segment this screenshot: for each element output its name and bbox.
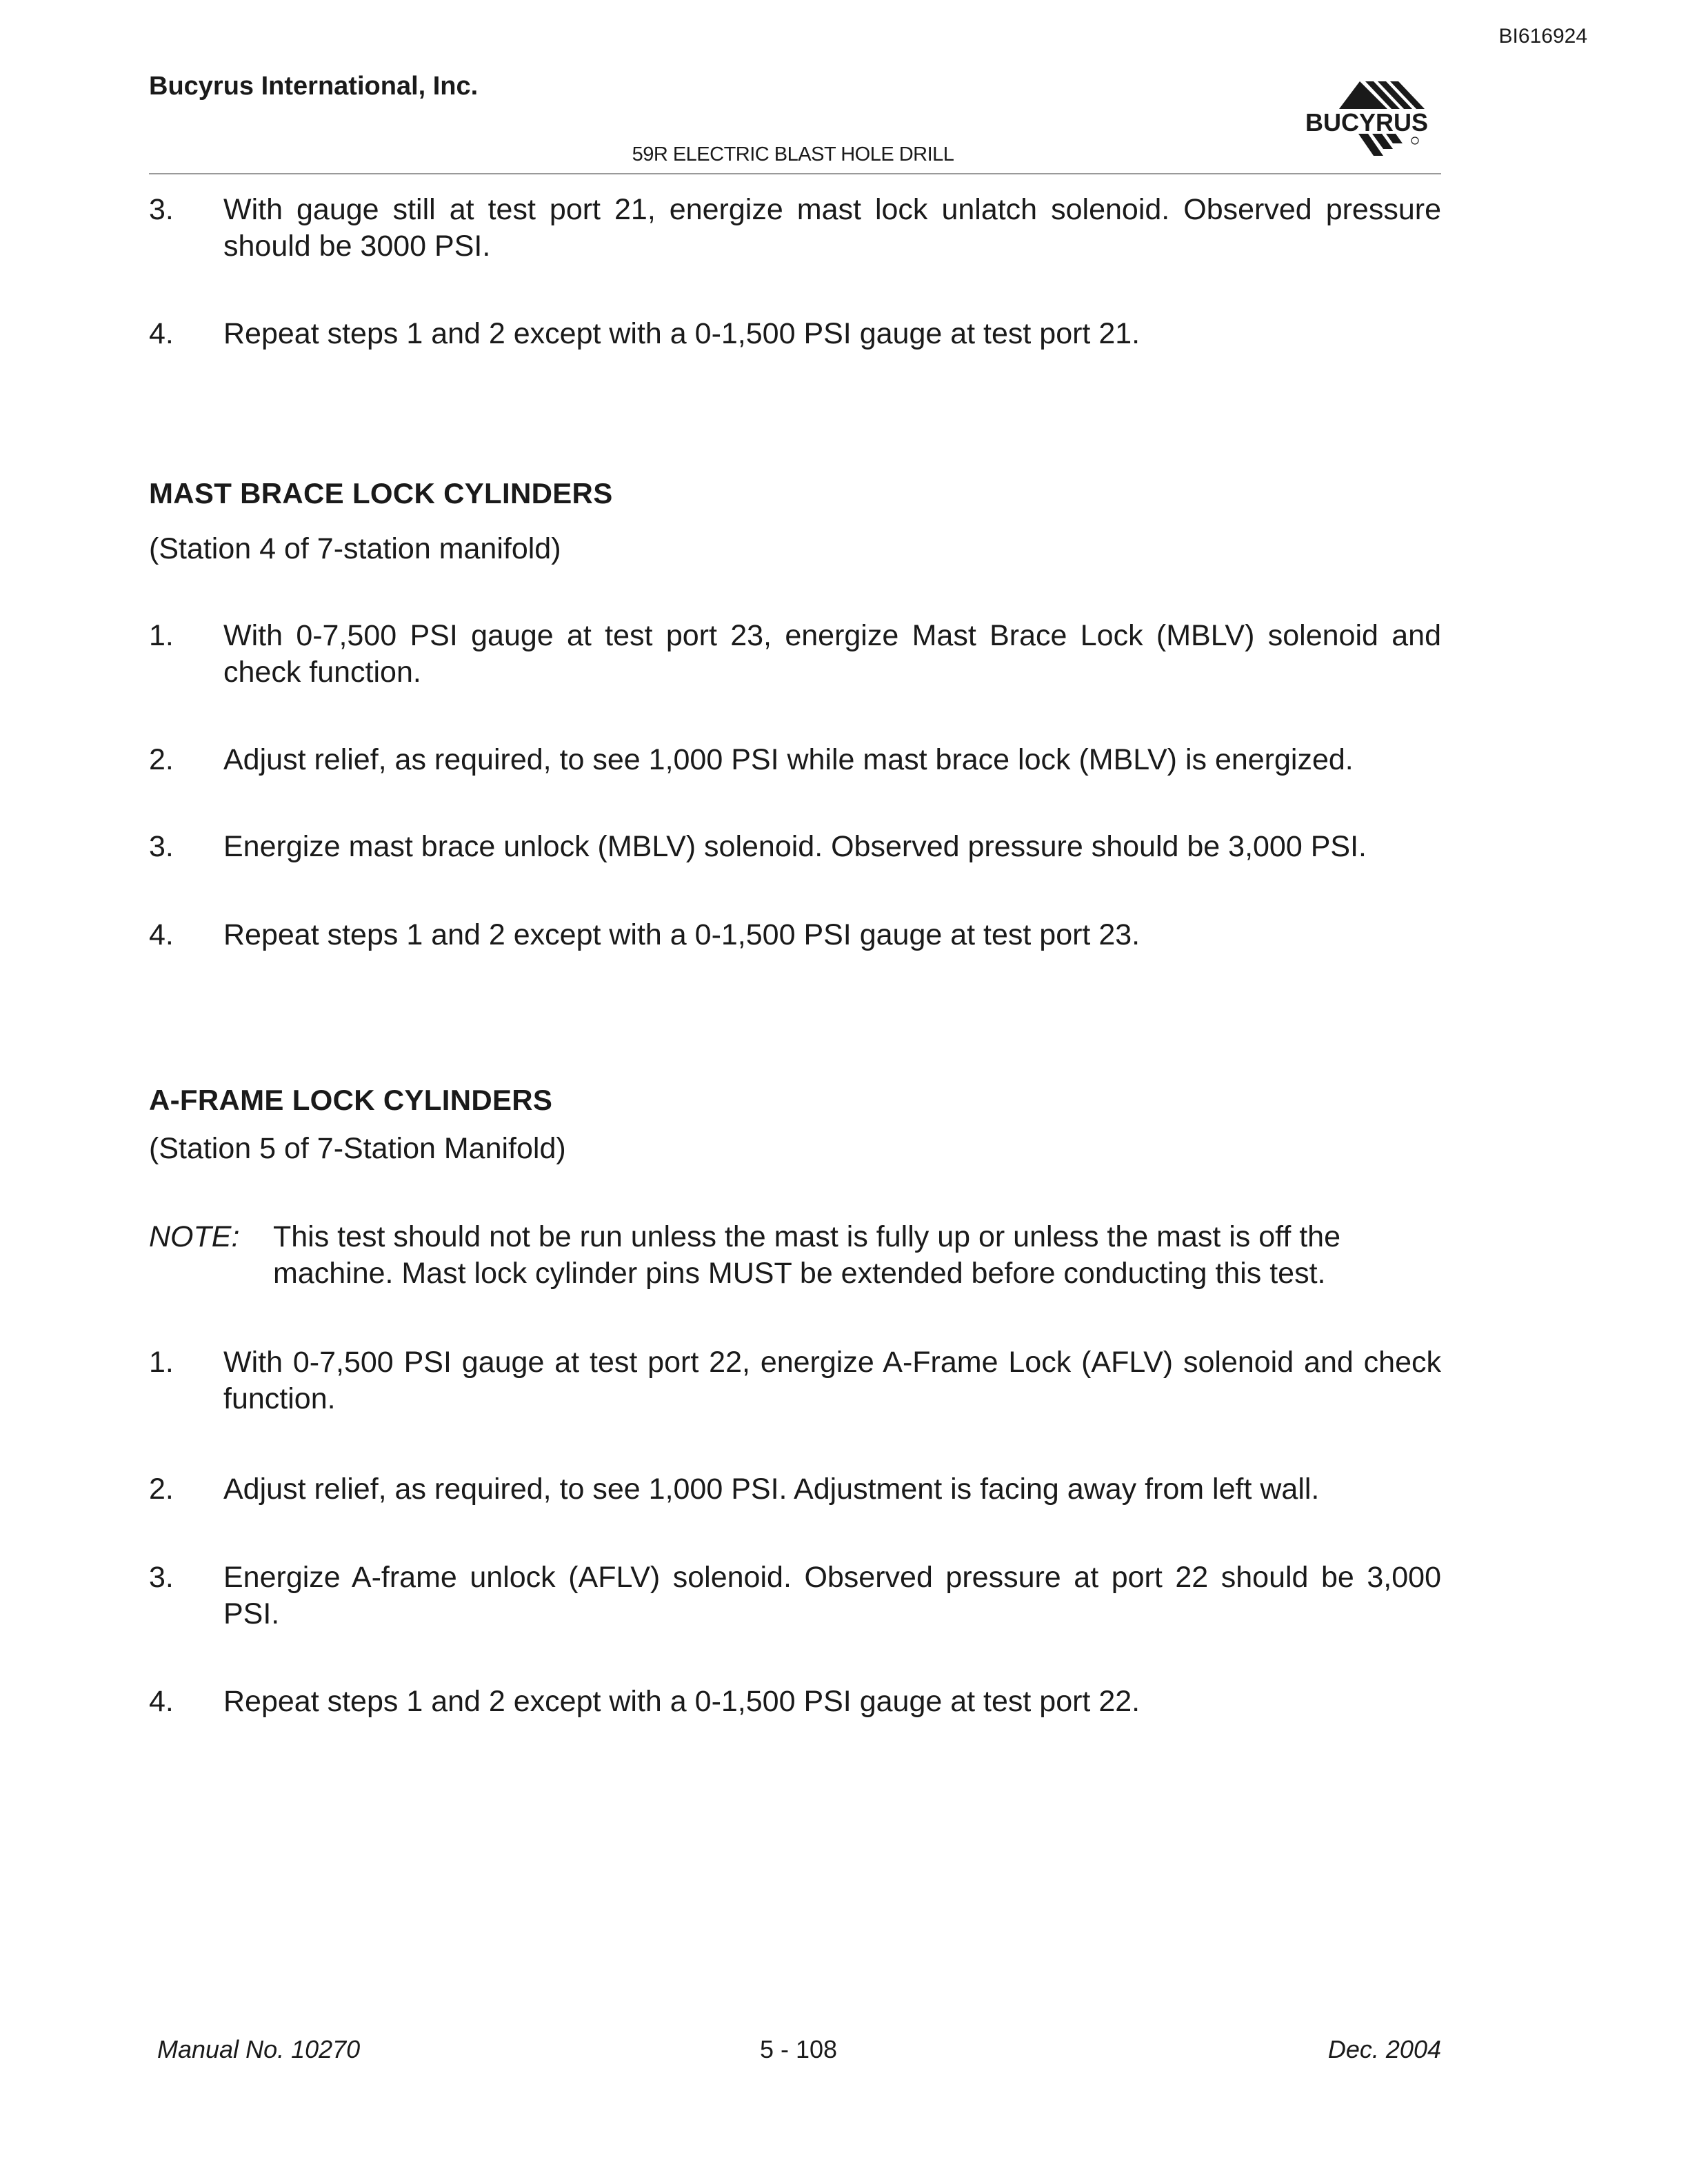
- list-item: [149, 742, 1441, 778]
- step-text: Repeat steps 1 and 2 except with a 0-1,500 PSI gauge at test port 21.: [223, 317, 1141, 350]
- step-number: 3.: [149, 1561, 174, 1594]
- note-text: This test should not be run unless the mast is fully up or unless the mast is off the machine. Mast lock cylinder pins MUST be extended before conducting this test.: [273, 1220, 1340, 1290]
- step-text: Repeat steps 1 and 2 except with a 0-1,500 PSI gauge at test port 23.: [223, 918, 1141, 951]
- step-text: Adjust relief, as required, to see 1,000 PSI while mast brace lock (MBLV) is energized.: [223, 743, 1354, 776]
- step-number: 3.: [149, 193, 174, 226]
- step-text: With 0-7,500 PSI gauge at test port 23, energize Mast Brace Lock (MBLV) solenoid and check function.: [223, 619, 1441, 689]
- footer-manual-number: Manual No. 10270: [157, 2035, 361, 2063]
- section-heading: MAST BRACE LOCK CYLINDERS: [149, 477, 613, 509]
- step-text: Energize A-frame unlock (AFLV) solenoid. Observed pressure at port 22 should be 3,000 PSI.: [223, 1561, 1441, 1630]
- step-number: 3.: [149, 830, 174, 863]
- list-item: [149, 1471, 1441, 1508]
- step-number: 2.: [149, 1473, 174, 1506]
- section-heading: A-FRAME LOCK CYLINDERS: [149, 1084, 553, 1116]
- logo-text: BUCYRUS: [1305, 108, 1429, 136]
- step-text: With 0-7,500 PSI gauge at test port 22, energize A-Frame Lock (AFLV) solenoid and check function.: [223, 1346, 1441, 1415]
- list-item: [149, 192, 1441, 265]
- note-label: NOTE:: [149, 1220, 240, 1253]
- list-item: [149, 316, 1441, 352]
- footer-page-number: 5 - 108: [760, 2035, 838, 2063]
- step-text: Repeat steps 1 and 2 except with a 0-1,500 PSI gauge at test port 22.: [223, 1685, 1141, 1718]
- footer-date: Dec. 2004: [1327, 2035, 1441, 2063]
- step-number: 1.: [149, 619, 174, 652]
- list-item: [149, 1344, 1441, 1417]
- section-subtitle: (Station 4 of 7-station manifold): [149, 532, 561, 565]
- list-item: [149, 1559, 1441, 1632]
- list-item: [149, 1684, 1441, 1720]
- document-subtitle: 59R ELECTRIC BLAST HOLE DRILL: [632, 143, 954, 165]
- step-number: 4.: [149, 918, 174, 951]
- step-text: With gauge still at test port 21, energize mast lock unlatch solenoid. Observed pressure should be 3000 PSI.: [223, 193, 1441, 263]
- list-item: [149, 917, 1441, 953]
- step-text: Energize mast brace unlock (MBLV) solenoid. Observed pressure should be 3,000 PSI.: [223, 830, 1367, 863]
- step-number: 1.: [149, 1346, 174, 1379]
- step-number: 2.: [149, 743, 174, 776]
- list-item: [149, 618, 1441, 691]
- step-text: Adjust relief, as required, to see 1,000 PSI. Adjustment is facing away from left wall.: [223, 1473, 1320, 1506]
- company-name: Bucyrus International, Inc.: [149, 72, 479, 101]
- bucyrus-logo: [1291, 74, 1443, 164]
- header-divider: [149, 173, 1441, 174]
- list-item: [149, 829, 1441, 865]
- step-number: 4.: [149, 1685, 174, 1718]
- bucyrus-logo-icon: [1291, 74, 1443, 164]
- document-id: BI616924: [1498, 25, 1587, 48]
- step-number: 4.: [149, 317, 174, 350]
- section-subtitle: (Station 5 of 7-Station Manifold): [149, 1132, 566, 1165]
- note: [149, 1219, 1441, 1292]
